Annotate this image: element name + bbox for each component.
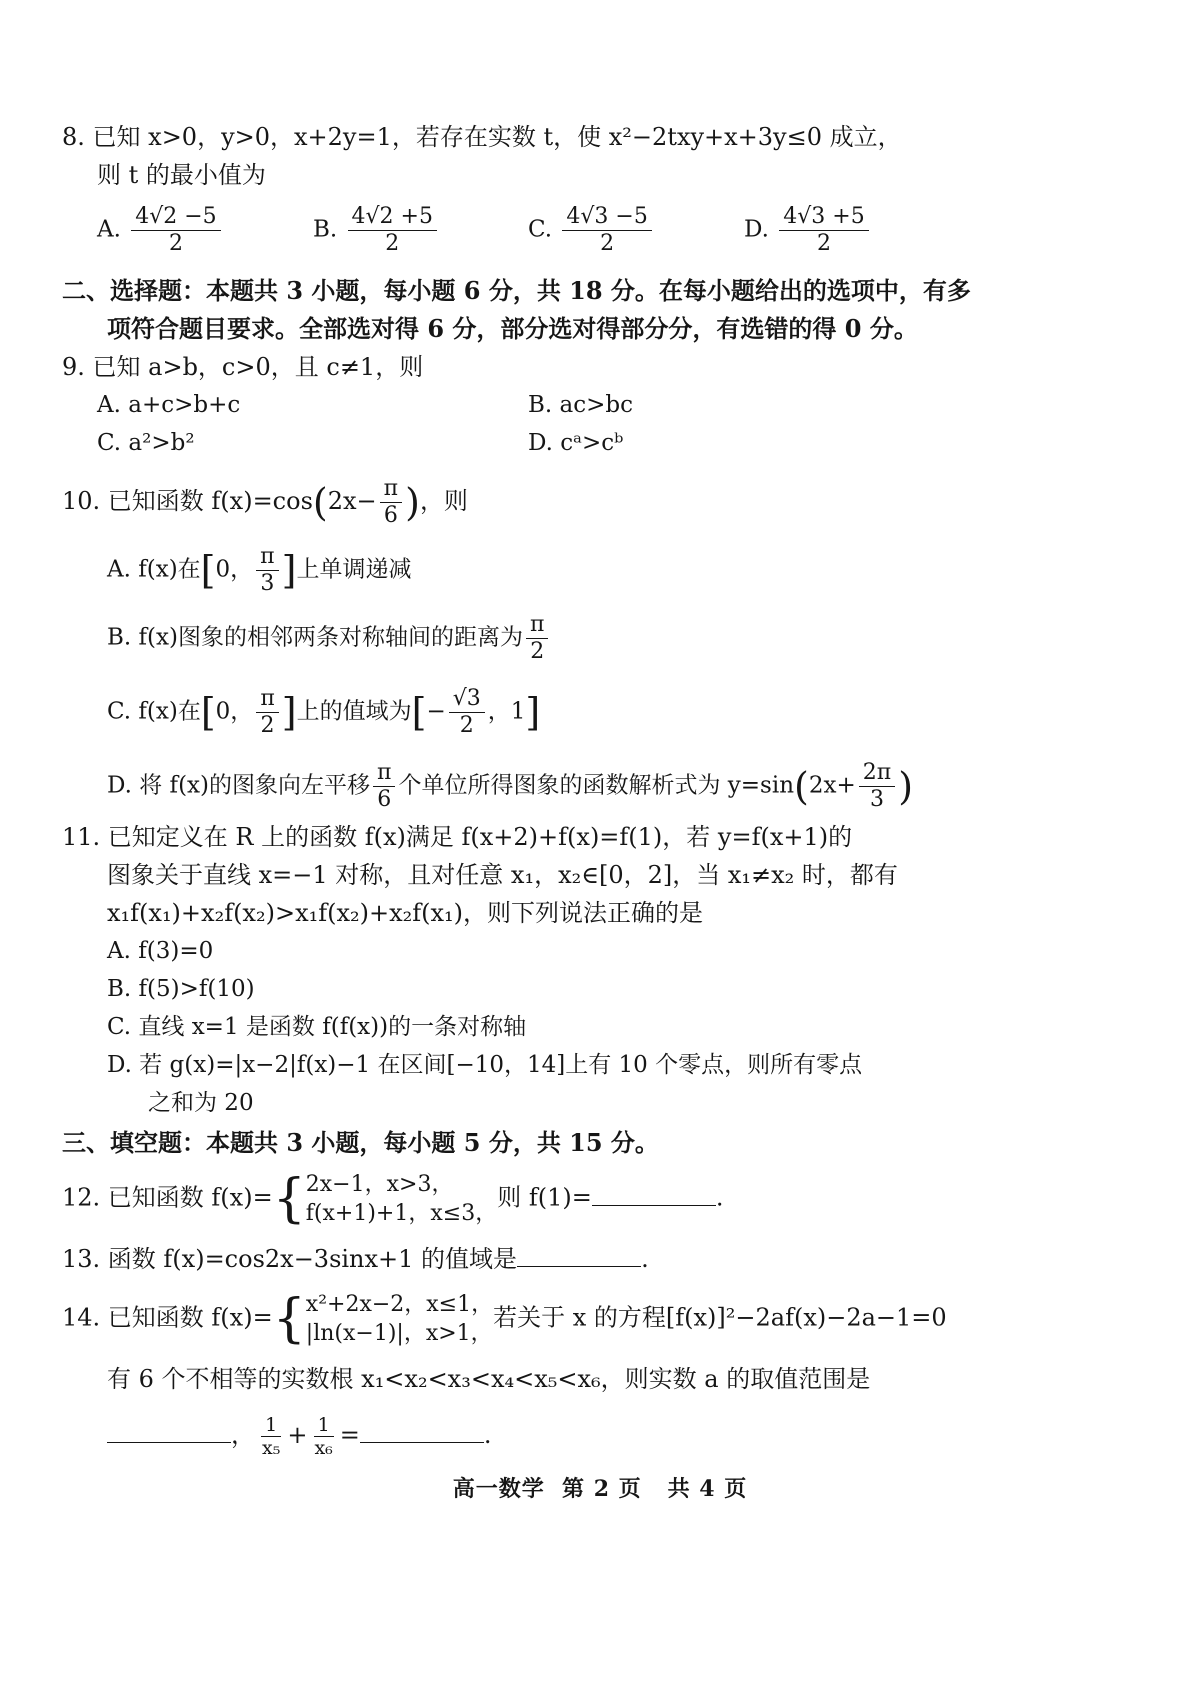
q11-option-d-line1: D. 若 g(x)=|x−2|f(x)−1 在区间[−10，14]上有 10 个零点，则所有零点 [107,1052,863,1078]
paren-close: ) [898,764,914,809]
q14-answer-line [107,1414,492,1459]
period: . [641,1245,649,1273]
q10-option-b [107,612,551,665]
stem-tail: 则 f(1)= [497,1183,592,1212]
q11-option-d-line2: 之和为 20 [148,1090,254,1116]
fraction [256,686,278,739]
stem-tail: ，则 [419,487,468,515]
q11-option-c: C. 直线 x=1 是函数 f(f(x))的一条对称轴 [107,1014,527,1040]
comma: ， [231,1421,255,1449]
case-1: 2x−1，x>3， [305,1172,454,1197]
argument: 2x+ [808,772,856,799]
q14-stem [62,1290,947,1348]
q8-stem-line2: 则 t 的最小值为 [97,161,266,189]
brace-open: { [272,1169,306,1229]
piecewise-cases [306,1290,493,1348]
q11-stem-line3: x₁f(x₁)+x₂f(x₂)>x₁f(x₂)+x₂f(x₁)，则下列说法正确的是 [107,899,704,927]
q9-option-a: A. a+c>b+c [97,392,241,418]
denominator: 2 [530,639,545,664]
fraction [373,760,395,813]
bracket-open: [ [200,548,216,593]
case-2: |ln(x−1)|，x>1， [305,1321,493,1346]
minus-sign: − [426,698,446,725]
option-text: D. 将 f(x)的图象向左平移 [107,772,370,799]
q9-option-d: D. cᵃ>cᵇ [528,430,624,456]
piecewise-cases [306,1170,497,1228]
q10-option-a [107,544,411,597]
numerator: π [256,544,278,571]
denominator: x₆ [314,1437,333,1459]
numerator: 4√2 +5 [348,204,437,231]
case-2: f(x+1)+1，x≤3， [305,1201,498,1226]
page-footer: 高一数学 第 2 页 共 4 页 [452,1476,748,1502]
denominator: 6 [383,503,398,528]
plus-sign: + [287,1421,308,1449]
answer-blank[interactable] [592,1183,716,1206]
period: . [483,1421,492,1449]
denominator: 6 [377,787,392,812]
bracket-close: ] [281,548,297,593]
fraction [449,686,485,739]
q12-stem [62,1170,723,1228]
q8-option-b [313,204,440,257]
answer-blank-1[interactable] [107,1420,231,1443]
q11-stem-line1: 11. 已知定义在 R 上的函数 f(x)满足 f(x+2)+f(x)=f(1)，若 y=f(x+1)的 [62,823,853,851]
denominator: 2 [816,231,831,256]
fraction [859,760,895,813]
section2-header-line1: 二、选择题：本题共 3 小题，每小题 6 分，共 18 分。在每小题给出的选项中，有多 [62,276,971,305]
numerator: 2π [859,760,895,787]
argument: 2x− [327,487,377,515]
interval-start: 0， [215,698,254,725]
denominator: 2 [168,231,183,256]
answer-blank-2[interactable] [360,1420,484,1443]
numerator: 1 [261,1414,281,1437]
denominator: 2 [385,231,400,256]
fraction [779,204,868,257]
numerator: π [526,612,548,639]
option-letter: B. [313,216,338,243]
numerator: 4√3 +5 [779,204,868,231]
fraction [348,204,437,257]
option-mid: 上的值域为 [296,698,412,725]
fraction [526,612,548,665]
q11-option-b: B. f(5)>f(10) [107,976,255,1002]
option-letter: A. [97,216,121,243]
denominator: x₅ [262,1437,281,1459]
case-1: x²+2x−2，x≤1， [305,1292,494,1317]
stem-text: 14. 已知函数 f(x)= [62,1303,273,1332]
stem-tail: 若关于 x 的方程[f(x)]²−2af(x)−2a−1=0 [493,1303,947,1332]
stem-text: 13. 函数 f(x)=cos2x−3sinx+1 的值域是 [62,1245,518,1273]
answer-blank[interactable] [517,1244,641,1267]
numerator: π [256,686,278,713]
q14-stem-line2: 有 6 个不相等的实数根 x₁<x₂<x₃<x₄<x₅<x₆，则实数 a 的取值范围是 [107,1365,871,1393]
denominator: 2 [600,231,615,256]
fraction [258,1414,284,1459]
denominator: 3 [869,787,884,812]
bracket-open: [ [411,690,427,735]
brace-open: { [272,1289,306,1349]
q8-option-d [744,204,872,257]
bracket-close: ] [281,690,297,735]
fraction [562,204,651,257]
stem-text: 10. 已知函数 f(x)=cos [62,487,313,515]
numerator: π [373,760,395,787]
interval-start: 0， [215,556,254,583]
numerator: π [380,476,402,503]
denominator: 3 [260,571,275,596]
option-letter: D. [744,216,769,243]
q8-option-c [528,204,655,257]
q10-option-d [107,760,913,813]
denominator: 2 [260,713,275,738]
numerator: 1 [314,1414,334,1437]
fraction [131,204,220,257]
bracket-close: ] [525,690,541,735]
fraction [380,476,402,529]
option-mid: 个单位所得图象的函数解析式为 y=sin [398,772,795,799]
fraction [310,1414,336,1459]
numerator: 4√2 −5 [131,204,220,231]
numerator: √3 [449,686,485,713]
q8-option-a [97,204,224,257]
q10-option-c [107,686,540,739]
period: . [715,1183,724,1212]
fraction [256,544,278,597]
stem-text: 12. 已知函数 f(x)= [62,1183,273,1212]
section3-header: 三、填空题：本题共 3 小题，每小题 5 分，共 15 分。 [62,1128,659,1157]
bracket-open: [ [200,690,216,735]
option-text: A. f(x)在 [107,556,201,583]
option-text: C. f(x)在 [107,698,201,725]
paren-close: ) [405,480,420,525]
q9-stem: 9. 已知 a>b，c>0，且 c≠1，则 [62,353,424,381]
option-text: B. f(x)图象的相邻两条对称轴间的距离为 [107,624,523,651]
q11-stem-line2: 图象关于直线 x=−1 对称，且对任意 x₁，x₂∈[0，2]，当 x₁≠x₂ 时，都有 [107,861,898,889]
interval-end: ，1 [487,698,526,725]
denominator: 2 [459,713,474,738]
q9-option-c: C. a²>b² [97,430,195,456]
q8-stem-line1: 8. 已知 x>0，y>0，x+2y=1，若存在实数 t，使 x²−2txy+x+3y≤0 成立， [62,123,902,151]
numerator: 4√3 −5 [562,204,651,231]
equals-sign: = [339,1421,360,1449]
option-letter: C. [528,216,553,243]
q9-option-b: B. ac>bc [528,392,633,418]
option-tail: 上单调递减 [296,556,412,583]
paren-open: ( [312,480,328,525]
q11-option-a: A. f(3)=0 [107,938,214,964]
q10-stem [62,476,468,529]
q13-stem [62,1244,649,1274]
paren-open: ( [794,764,809,809]
section2-header-line2: 项符合题目要求。全部选对得 6 分，部分选对得部分分，有选错的得 0 分。 [107,314,918,343]
